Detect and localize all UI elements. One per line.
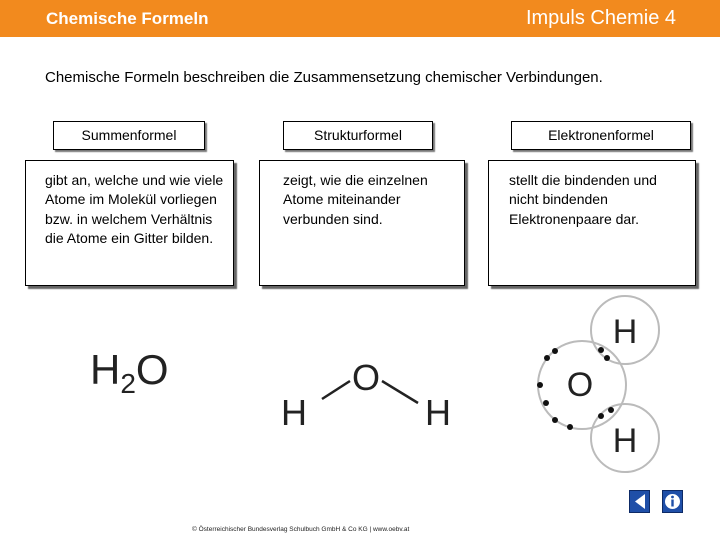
structure-o: O: [351, 357, 381, 398]
back-button[interactable]: [629, 490, 650, 513]
label-elektronenformel: Elektronenformel: [511, 121, 691, 150]
intro-text: Chemische Formeln beschreiben die Zusammensetzung chemischer Verbindungen.: [45, 69, 603, 86]
copyright-footer: © Österreichischer Bundesverlag Schulbuch GmbH & Co KG | www.oebv.at: [192, 526, 410, 533]
electron-formula: [525, 288, 680, 488]
info-icon: [663, 491, 682, 512]
back-arrow-icon: [630, 491, 649, 512]
structural-formula: [270, 345, 470, 435]
label-summenformel: Summenformel: [53, 121, 205, 150]
electron-o: O: [566, 366, 594, 404]
structure-h-right: H: [425, 392, 451, 433]
electron-h-top: H: [612, 313, 638, 351]
header-title: Chemische Formeln: [46, 9, 209, 28]
structure-h-left: H: [281, 392, 307, 433]
info-button[interactable]: [662, 490, 683, 513]
sum-formula: $H_2O$: [90, 346, 169, 399]
label-strukturformel: Strukturformel: [283, 121, 433, 150]
header-bar: [0, 0, 720, 37]
desc-summenformel: gibt an, welche und wie viele Atome im Molekül vorliegen bzw. in welchem Verhältnis die Atome ein Gitter bilden.: [25, 160, 234, 286]
desc-strukturformel: zeigt, wie die einzelnen Atome miteinander verbunden sind.: [259, 160, 465, 286]
desc-elektronenformel: stellt die bindenden und nicht bindenden Elektronenpaare dar.: [488, 160, 696, 286]
electron-h-bottom: H: [612, 422, 638, 460]
book-title: Impuls Chemie 4: [525, 7, 676, 29]
